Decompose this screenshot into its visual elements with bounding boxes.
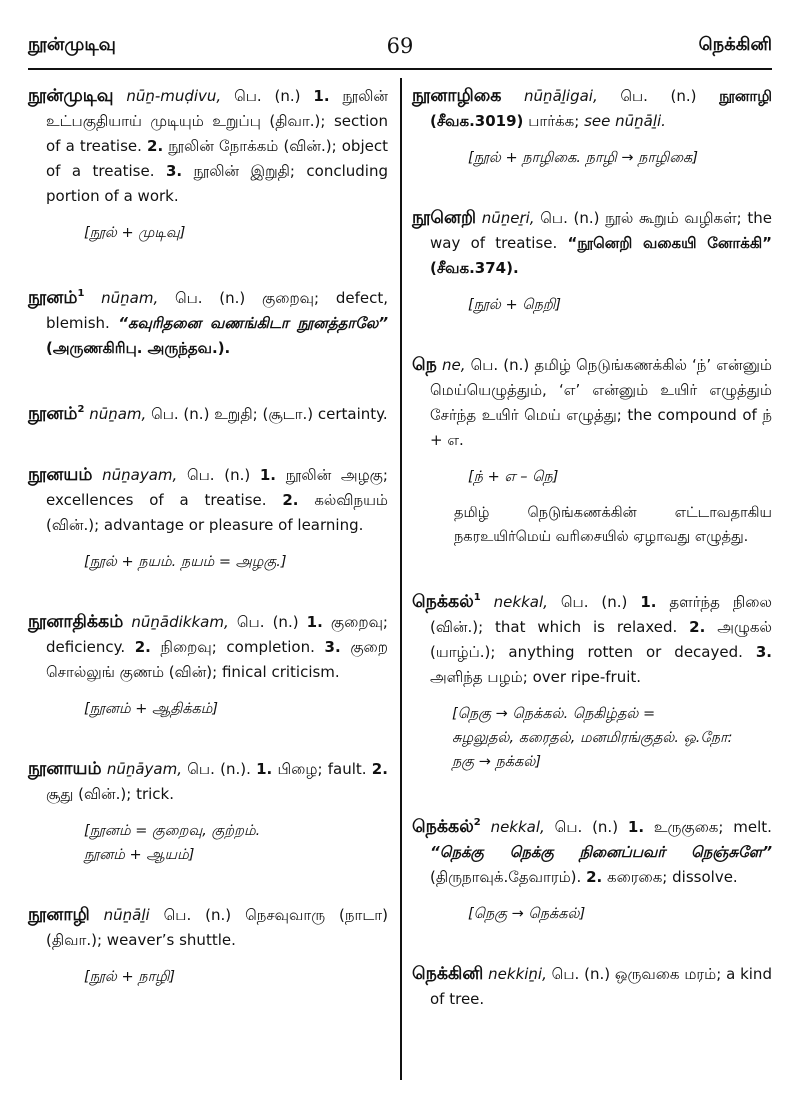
english-gloss: advantage or pleasure of learning. <box>103 515 364 534</box>
etymology-line: நூனம் + ஆயம்] <box>84 846 195 863</box>
etymology: [நூல் + நாழி] <box>84 968 176 985</box>
english-gloss: trick. <box>136 784 174 803</box>
etymology: [நூல் + நயம். நயம் = அழகு.] <box>84 553 287 570</box>
tamil-definition: பார்க்க; <box>528 112 580 130</box>
english-gloss: a kind of tree. <box>430 964 772 1008</box>
english-gloss: weaver’s shuttle. <box>106 930 236 949</box>
header-right-guideword: நெக்கினி <box>698 34 772 55</box>
tamil-definition: நிறைவு; <box>160 637 217 656</box>
transliteration: nūṉeṟi, <box>481 209 535 227</box>
headword: நூனாயம் <box>28 758 102 779</box>
tamil-definition: நூலின் இறுதி; <box>193 162 295 180</box>
headword: நூனாழி <box>28 904 90 925</box>
english-gloss: melt. <box>733 817 772 836</box>
english-gloss: completion. <box>226 637 315 656</box>
headword: நெக்கல்$^1$ <box>412 591 481 612</box>
headword: நூனாதிக்கம் <box>28 611 124 632</box>
entry-nunayam-fault <box>28 757 388 867</box>
headword: நூனாழிகை <box>412 86 502 106</box>
part-of-speech: பெ. (n.) <box>163 905 232 924</box>
transliteration: nūṉādikkam, <box>131 612 229 631</box>
cross-reference-word: நூனாழி <box>719 87 772 105</box>
transliteration: nūṉam, <box>101 288 159 307</box>
english-gloss: anything rotten or decayed. <box>508 642 743 661</box>
transliteration: nūṉāyam, <box>106 759 182 778</box>
header-rule <box>28 68 772 70</box>
tamil-definition: நூலின் அழகு; <box>285 465 388 484</box>
column-divider <box>400 78 402 1080</box>
entry-nunazhigai <box>412 84 772 170</box>
part-of-speech: பெ. (n.) <box>236 612 299 631</box>
tamil-definition: நெசவுவாரு (நாடா) (திவா.); <box>46 905 388 949</box>
english-gloss: defect, blemish. <box>46 288 388 332</box>
tamil-definition: சூது (வின்.); <box>46 784 132 803</box>
sense-number: 2. <box>147 137 164 155</box>
sense-number: 3. <box>324 637 341 656</box>
english-gloss: the way of treatise. <box>430 209 772 252</box>
tamil-definition: நூல் கூறும் வழிகள்; <box>605 209 742 227</box>
citation-source: (சீவக.3019) <box>430 112 524 130</box>
etymology <box>412 702 772 774</box>
english-gloss: finical criticism. <box>221 662 340 681</box>
part-of-speech: பெ. (n.) <box>560 592 628 611</box>
sense-number: 3. <box>755 642 772 661</box>
transliteration: nūṉ-muḍivu, <box>126 87 222 105</box>
sense-number: 2. <box>371 759 388 778</box>
part-of-speech: பெ. (n.) <box>551 964 611 983</box>
etymology: [நூல் + நெறி] <box>468 297 562 313</box>
entry-nunmudivu <box>28 84 388 245</box>
transliteration: nekkal, <box>493 592 548 611</box>
headword: நெக்கல்$^2$ <box>412 816 481 837</box>
part-of-speech: பெ. (n.) <box>620 87 697 105</box>
english-gloss: fault. <box>327 759 367 778</box>
etymology: [நூனம் + ஆதிக்கம்] <box>84 700 219 717</box>
citation-quote: “நூனெறி வகையி னோக்கி” <box>567 234 772 252</box>
sense-number: 1. <box>627 817 645 836</box>
see-reference: see nūṉāḻi. <box>584 112 666 130</box>
sense-number: 1. <box>313 87 330 105</box>
homonym-number: 1 <box>473 592 481 603</box>
english-gloss: concluding portion of a work. <box>46 162 388 205</box>
tamil-definition: ஒருவகை மரம்; <box>614 964 722 983</box>
english-gloss: object of a treatise. <box>46 137 388 180</box>
citation-quote: “நெக்கு நெக்கு நினைப்பவர் நெஞ்சுளே” <box>430 842 772 861</box>
citation-source: (அருணகிரிபு. அருந்தவ.). <box>46 338 231 357</box>
english-gloss: section of a treatise. <box>46 112 388 155</box>
homonym-number: 1 <box>77 288 85 299</box>
citation-quote: “கவுரிதனை வணங்கிடா நூனத்தாலே” <box>118 313 388 332</box>
transliteration: nekkiṉi, <box>488 964 547 983</box>
etymology <box>28 819 388 867</box>
page-number: 69 <box>386 34 414 58</box>
english-gloss: that which is relaxed. <box>495 617 678 636</box>
tamil-definition: உருகுகை; <box>653 817 724 836</box>
headword: நூனயம் <box>28 464 93 485</box>
sense-number: 1. <box>640 592 657 611</box>
etymology: [நெகு → நெக்கல்] <box>468 905 586 922</box>
english-gloss: certainty. <box>317 404 388 423</box>
entry-nekkini <box>412 962 772 1012</box>
entry-nekkal-2 <box>412 810 772 926</box>
header-left-guideword: நூன்முடிவு <box>28 34 116 55</box>
tamil-definition: உறுதி; (சூடா.) <box>214 404 314 423</box>
part-of-speech: பெ. (n.) <box>186 465 251 484</box>
transliteration: nūṉāḻi <box>103 905 150 924</box>
sense-number: 1. <box>306 612 323 631</box>
tamil-definition: கல்விநயம் (வின்.); <box>46 490 388 534</box>
entry-nekkal-1 <box>412 585 772 774</box>
tamil-definition: பிழை; <box>277 759 323 778</box>
left-column <box>28 84 388 989</box>
transliteration: nekkal, <box>490 817 545 836</box>
etymology: [நூல் + நாழிகை. நாழி → நாழிகை] <box>468 150 698 166</box>
tamil-definition: குறைவு; <box>262 288 320 307</box>
entry-nunazhi <box>28 903 388 989</box>
etymology-line: [நெகு → நெக்கல். நெகிழ்தல் = <box>452 705 656 722</box>
part-of-speech: பெ. (n.) <box>174 288 246 307</box>
transliteration: nūṉāḻigai, <box>524 87 598 105</box>
english-gloss: deficiency. <box>46 637 126 656</box>
entry-nuneri <box>412 206 772 317</box>
tamil-definition: குறை சொல்லுங் குணம் (வின்); <box>46 637 388 681</box>
entry-nunam-2 <box>28 397 388 427</box>
part-of-speech: பெ. (n.) <box>554 817 619 836</box>
entry-note: தமிழ் நெடுங்கணக்கின் எட்டாவதாகிய நகரஉயிர்மெய் வரிசையில் ஏழாவது எழுத்து. <box>454 505 772 545</box>
part-of-speech: பெ. (n.). <box>187 759 251 778</box>
page-header <box>28 32 772 66</box>
sense-number: 2. <box>282 490 299 509</box>
entry-nunam-1 <box>28 281 388 361</box>
etymology-line: சுழலுதல், கரைதல், மனமிரங்குதல். ஒ.நோ: <box>452 729 733 746</box>
english-gloss: the compound of ந் + எ. <box>430 406 772 449</box>
sense-number: 3. <box>165 162 183 180</box>
tamil-definition: நூலின் நோக்கம் (வின்.); <box>168 137 337 155</box>
headword: நெக்கினி <box>412 963 484 984</box>
part-of-speech: பெ. (n.) <box>151 404 210 423</box>
headword: நெ <box>412 355 437 375</box>
tamil-definition: அளிந்த பழம்; <box>430 667 528 686</box>
etymology: [நூல் + முடிவு] <box>84 225 186 241</box>
citation-source: (சீவக.374). <box>430 259 519 277</box>
tamil-definition: நூலின் உட்பகுதியாய் முடியும் உறுப்பு (திவா.); <box>46 87 388 130</box>
entry-ne <box>412 353 772 549</box>
citation-source: (திருநாவுக்.தேவாரம்). <box>430 867 582 886</box>
sense-number: 1. <box>256 759 273 778</box>
transliteration: nūṉam, <box>89 404 147 423</box>
transliteration: nūṉayam, <box>102 465 178 484</box>
tamil-definition: தமிழ் நெடுங்கணக்கில் ‘ந்’ என்னும் மெய்யெழுத்தும், ‘எ’ என்னும் உயிர் எழுத்தும் சேர்ந்த உயிர் மெய் எழுத்து; <box>430 356 773 424</box>
headword: நூனம்$^1$ <box>28 287 85 308</box>
etymology-line: நகு → நக்கல்] <box>452 753 542 770</box>
etymology: [ந் + எ – நெ] <box>468 469 559 485</box>
right-column <box>412 84 772 1012</box>
homonym-number: 2 <box>77 403 85 415</box>
transliteration: ne, <box>441 356 466 374</box>
headword: நூன்முடிவு <box>28 86 114 106</box>
sense-number: 2. <box>134 637 151 656</box>
headword: நூனெறி <box>412 208 477 228</box>
homonym-number: 2 <box>473 816 481 828</box>
part-of-speech: பெ. (n.) <box>470 356 530 374</box>
sense-number: 1. <box>259 465 277 484</box>
english-gloss: dissolve. <box>672 867 738 886</box>
sense-number: 2. <box>586 867 603 886</box>
tamil-definition: தளர்ந்த நிலை (வின்.); <box>430 592 772 636</box>
part-of-speech: பெ. (n.) <box>234 87 301 105</box>
english-gloss: excellences of a treatise. <box>46 490 267 509</box>
tamil-definition: குறைவு; <box>330 612 388 631</box>
entry-nunayam <box>28 463 388 574</box>
tamil-definition: அழுகல் (யாழ்ப்.); <box>430 617 772 661</box>
etymology-line: [நூனம் = குறைவு, குற்றம். <box>84 822 261 839</box>
headword: நூனம்$^2$ <box>28 403 85 424</box>
sense-number: 2. <box>689 617 706 636</box>
tamil-definition: கரைகை; <box>606 867 668 886</box>
entry-nunadikkam <box>28 610 388 721</box>
part-of-speech: பெ. (n.) <box>540 209 600 227</box>
english-gloss: over ripe-fruit. <box>532 667 642 686</box>
